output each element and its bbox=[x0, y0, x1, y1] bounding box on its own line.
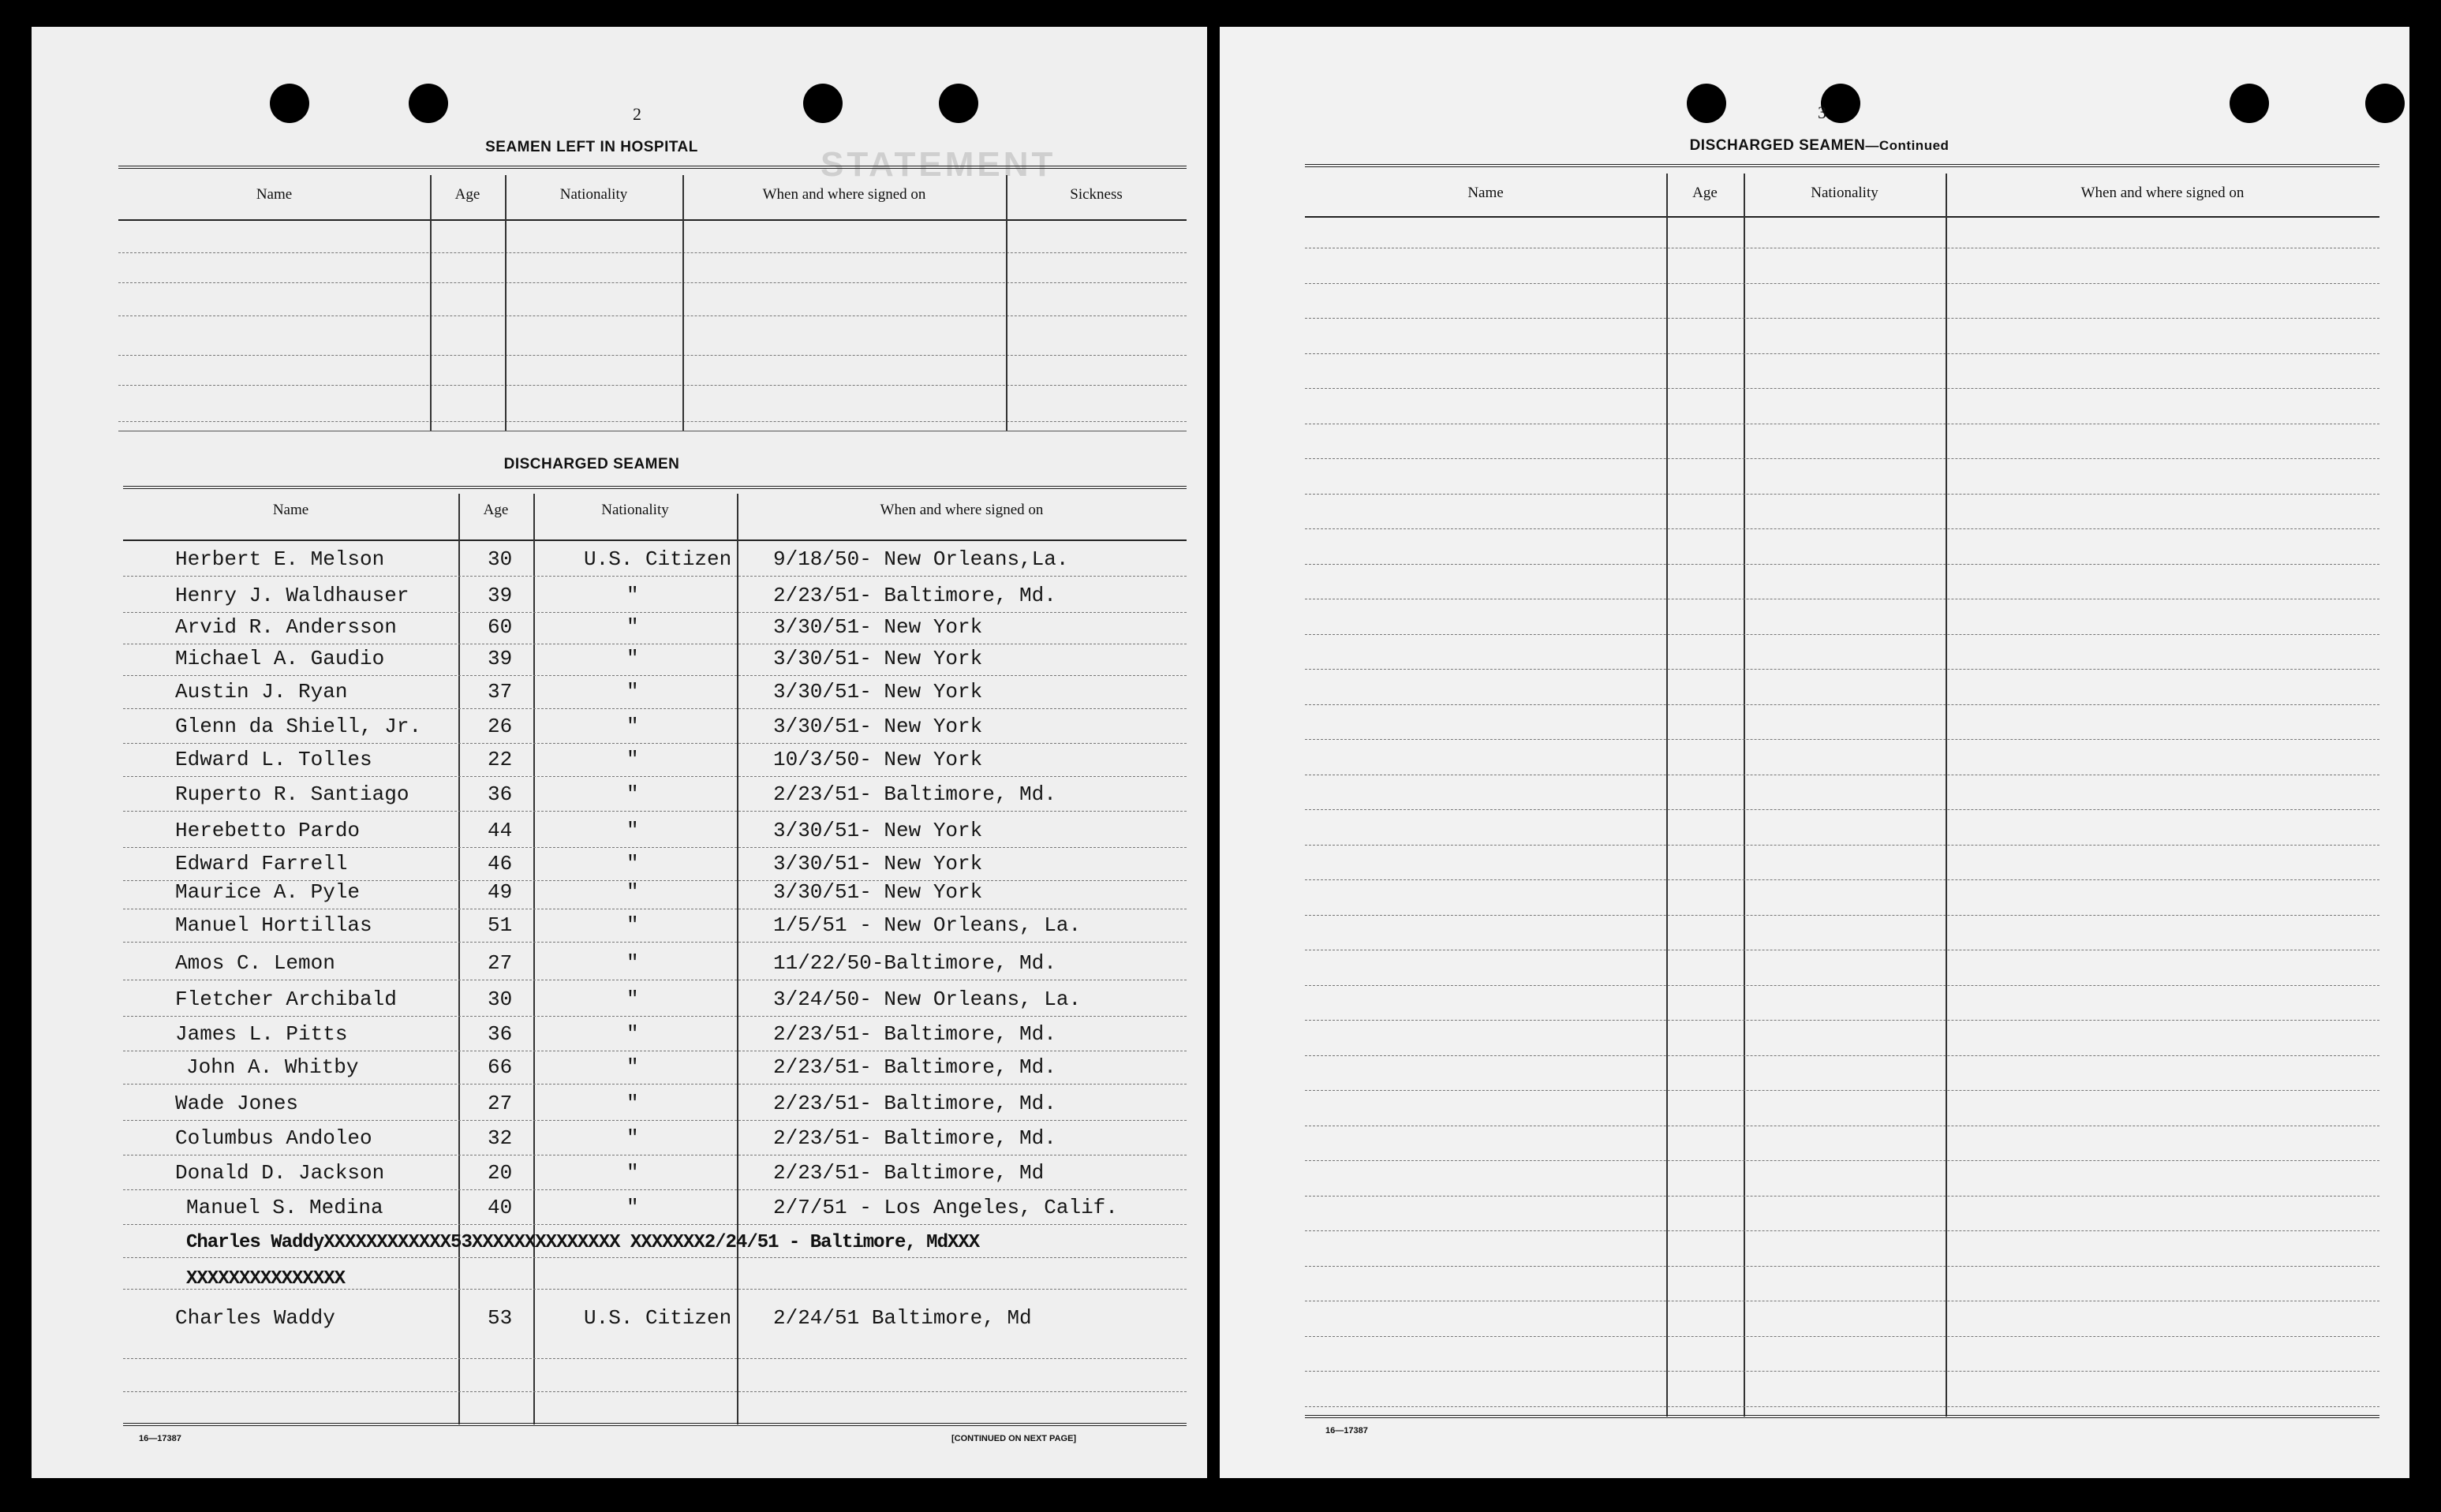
row-rule bbox=[1305, 1336, 2379, 1337]
discharged-section-title: DISCHARGED SEAMEN bbox=[503, 456, 680, 472]
row-rule bbox=[1305, 739, 2379, 740]
seaman-nationality: " bbox=[626, 584, 639, 607]
seaman-signed-on: 2/23/51- Baltimore, Md. bbox=[773, 1055, 1056, 1079]
table-row bbox=[32, 1022, 1207, 1049]
bleed-through-text: STATEMENT bbox=[821, 145, 1056, 184]
seaman-age: 36 bbox=[488, 1022, 513, 1046]
row-rule bbox=[1305, 915, 2379, 916]
seaman-signed-on: 2/23/51- Baltimore, Md. bbox=[773, 584, 1056, 607]
continued-note: [CONTINUED ON NEXT PAGE] bbox=[951, 1434, 1077, 1443]
row-rule bbox=[1305, 388, 2379, 389]
row-rule bbox=[123, 1224, 1187, 1225]
form-number: 16—17387 bbox=[1325, 1426, 1368, 1435]
table-row bbox=[32, 782, 1207, 809]
col-header-name: Name bbox=[1467, 185, 1504, 201]
row-rule bbox=[123, 576, 1187, 577]
seaman-nationality: " bbox=[626, 1022, 639, 1046]
seaman-nationality: " bbox=[626, 1196, 639, 1219]
col-header-nationality: Nationality bbox=[559, 186, 628, 203]
seaman-nationality: " bbox=[626, 819, 639, 842]
seaman-name: Maurice A. Pyle bbox=[175, 880, 361, 904]
seaman-age: 49 bbox=[488, 880, 513, 904]
struck-entry: Charles WaddyXXXXXXXXXXXX53XXXXXXXXXXXXXX XXXXXXX2/24/51 - Baltimore, MdXXX bbox=[186, 1232, 980, 1253]
seaman-nationality: " bbox=[626, 748, 639, 771]
seaman-signed-on: 2/7/51 - Los Angeles, Calif. bbox=[773, 1196, 1118, 1219]
seaman-signed-on: 11/22/50-Baltimore, Md. bbox=[773, 951, 1056, 975]
seaman-name: Glenn da Shiell, Jr. bbox=[175, 715, 422, 738]
row-rule bbox=[1305, 1055, 2379, 1056]
table-row bbox=[32, 1126, 1207, 1153]
seaman-age: 36 bbox=[488, 782, 513, 806]
table-row bbox=[32, 880, 1207, 907]
row-rule bbox=[1305, 879, 2379, 880]
seaman-signed-on: 1/5/51 - New Orleans, La. bbox=[773, 913, 1082, 937]
seaman-name: Fletcher Archibald bbox=[175, 987, 397, 1011]
seaman-age: 32 bbox=[488, 1126, 513, 1150]
seaman-name: John A. Whitby bbox=[186, 1055, 359, 1079]
col-header-sickness: Sickness bbox=[1070, 186, 1123, 203]
table-row bbox=[32, 647, 1207, 674]
row-rule bbox=[1305, 1371, 2379, 1372]
row-rule bbox=[1305, 353, 2379, 354]
seaman-signed-on: 2/23/51- Baltimore, Md. bbox=[773, 1092, 1056, 1115]
table-row bbox=[32, 547, 1207, 574]
seaman-age: 30 bbox=[488, 547, 513, 571]
seaman-nationality: " bbox=[626, 715, 639, 738]
right-page bbox=[1220, 27, 2409, 1478]
seaman-signed-on: 3/30/51- New York bbox=[773, 615, 983, 639]
row-rule bbox=[1305, 1090, 2379, 1091]
seaman-nationality: U.S. Citizen bbox=[584, 547, 732, 571]
seaman-nationality: " bbox=[626, 880, 639, 904]
row-rule bbox=[1305, 1160, 2379, 1161]
seaman-name: Arvid R. Andersson bbox=[175, 615, 397, 639]
left-page bbox=[32, 27, 1207, 1478]
punch-hole bbox=[939, 84, 978, 123]
seaman-signed-on: 3/30/51- New York bbox=[773, 852, 983, 875]
row-rule bbox=[1305, 1230, 2379, 1231]
seaman-age: 53 bbox=[488, 1306, 513, 1330]
seaman-nationality: " bbox=[626, 680, 639, 704]
punch-hole bbox=[1821, 84, 1860, 123]
row-rule bbox=[1305, 1020, 2379, 1021]
row-rule bbox=[1305, 564, 2379, 565]
seaman-nationality: " bbox=[626, 951, 639, 975]
col-header-signed-on: When and where signed on bbox=[880, 502, 1044, 518]
col-header-age: Age bbox=[454, 186, 480, 203]
seaman-age: 39 bbox=[488, 584, 513, 607]
seaman-name: Amos C. Lemon bbox=[175, 951, 335, 975]
punch-hole bbox=[270, 84, 309, 123]
seaman-name: Manuel S. Medina bbox=[186, 1196, 383, 1219]
seaman-name: Donald D. Jackson bbox=[175, 1161, 385, 1185]
row-rule bbox=[123, 1120, 1187, 1121]
table-row bbox=[32, 1092, 1207, 1118]
row-rule bbox=[1305, 985, 2379, 986]
row-rule bbox=[123, 743, 1187, 744]
col-header-nationality: Nationality bbox=[1811, 185, 1878, 201]
seaman-age: 39 bbox=[488, 647, 513, 670]
seaman-age: 51 bbox=[488, 913, 513, 937]
seaman-nationality: " bbox=[626, 913, 639, 937]
punch-hole bbox=[2230, 84, 2269, 123]
seaman-nationality: " bbox=[626, 852, 639, 875]
seaman-signed-on: 2/23/51- Baltimore, Md. bbox=[773, 1126, 1056, 1150]
section-title: DISCHARGED SEAMEN bbox=[1689, 137, 1866, 154]
col-header-signed-on: When and where signed on bbox=[2080, 185, 2245, 201]
discharged-continued-title bbox=[1527, 137, 2111, 155]
col-header-name: Name bbox=[272, 502, 309, 518]
table-row bbox=[32, 584, 1207, 610]
seaman-name: Herebetto Pardo bbox=[175, 819, 361, 842]
row-rule bbox=[123, 1189, 1187, 1190]
seaman-name: Henry J. Waldhauser bbox=[175, 584, 409, 607]
seaman-nationality: " bbox=[626, 647, 639, 670]
section-title-suffix: —Continued bbox=[1865, 138, 1949, 153]
row-rule bbox=[123, 776, 1187, 777]
row-rule bbox=[1305, 1266, 2379, 1267]
seaman-age: 40 bbox=[488, 1196, 513, 1219]
row-rule bbox=[123, 1016, 1187, 1017]
page-number: 3 bbox=[1818, 103, 1826, 122]
seaman-signed-on: 10/3/50- New York bbox=[773, 748, 983, 771]
seaman-signed-on: 3/24/50- New Orleans, La. bbox=[773, 987, 1082, 1011]
table-row bbox=[32, 913, 1207, 940]
row-rule bbox=[1305, 458, 2379, 459]
seaman-name: Columbus Andoleo bbox=[175, 1126, 372, 1150]
table-row bbox=[32, 852, 1207, 879]
seaman-signed-on: 3/30/51- New York bbox=[773, 647, 983, 670]
row-rule bbox=[1305, 283, 2379, 284]
punch-hole bbox=[1687, 84, 1726, 123]
row-rule bbox=[123, 811, 1187, 812]
seaman-age: 46 bbox=[488, 852, 513, 875]
row-rule bbox=[123, 942, 1187, 943]
row-rule bbox=[123, 675, 1187, 676]
row-rule bbox=[1305, 528, 2379, 529]
seaman-name: Edward Farrell bbox=[175, 852, 348, 875]
row-rule bbox=[1305, 845, 2379, 846]
seaman-name: Herbert E. Melson bbox=[175, 547, 385, 571]
row-rule bbox=[123, 612, 1187, 613]
seaman-nationality: " bbox=[626, 1161, 639, 1185]
row-rule bbox=[1305, 669, 2379, 670]
row-rule bbox=[1305, 704, 2379, 705]
table-row bbox=[32, 987, 1207, 1014]
seaman-nationality: " bbox=[626, 1055, 639, 1079]
row-rule bbox=[1305, 634, 2379, 635]
table-row bbox=[32, 1196, 1207, 1223]
seaman-signed-on: 2/23/51- Baltimore, Md. bbox=[773, 1022, 1056, 1046]
seaman-age: 44 bbox=[488, 819, 513, 842]
seaman-signed-on: 2/23/51- Baltimore, Md. bbox=[773, 782, 1056, 806]
row-rule bbox=[1305, 494, 2379, 495]
seaman-name: James L. Pitts bbox=[175, 1022, 348, 1046]
seaman-name: Manuel Hortillas bbox=[175, 913, 372, 937]
seaman-nationality: " bbox=[626, 1092, 639, 1115]
seaman-age: 66 bbox=[488, 1055, 513, 1079]
seaman-nationality: " bbox=[626, 1126, 639, 1150]
seaman-name: Charles Waddy bbox=[175, 1306, 335, 1330]
table-row bbox=[32, 951, 1207, 978]
seaman-signed-on: 2/23/51- Baltimore, Md bbox=[773, 1161, 1045, 1185]
seaman-age: 26 bbox=[488, 715, 513, 738]
form-number: 16—17387 bbox=[139, 1434, 181, 1443]
seaman-name: Edward L. Tolles bbox=[175, 748, 372, 771]
col-header-age: Age bbox=[483, 502, 509, 518]
table-row bbox=[32, 715, 1207, 741]
table-row bbox=[32, 1306, 1207, 1333]
seaman-age: 37 bbox=[488, 680, 513, 704]
table-row bbox=[32, 1161, 1207, 1188]
table-row bbox=[32, 819, 1207, 846]
row-rule bbox=[1305, 1196, 2379, 1197]
row-rule bbox=[123, 847, 1187, 848]
seaman-signed-on: 3/30/51- New York bbox=[773, 715, 983, 738]
seaman-name: Ruperto R. Santiago bbox=[175, 782, 409, 806]
punch-hole bbox=[2365, 84, 2405, 123]
seaman-name: Michael A. Gaudio bbox=[175, 647, 385, 670]
seaman-nationality: U.S. Citizen bbox=[584, 1306, 732, 1330]
punch-hole bbox=[803, 84, 843, 123]
row-rule bbox=[123, 708, 1187, 709]
col-header-age: Age bbox=[1692, 185, 1718, 201]
seaman-signed-on: 3/30/51- New York bbox=[773, 880, 983, 904]
punch-hole bbox=[409, 84, 448, 123]
seaman-nationality: " bbox=[626, 782, 639, 806]
seaman-signed-on: 2/24/51 Baltimore, Md bbox=[773, 1306, 1032, 1330]
row-rule bbox=[1305, 809, 2379, 810]
seaman-age: 22 bbox=[488, 748, 513, 771]
seaman-signed-on: 3/30/51- New York bbox=[773, 680, 983, 704]
col-header-signed-on: When and where signed on bbox=[762, 186, 926, 203]
col-header-name: Name bbox=[256, 186, 293, 203]
table-row bbox=[32, 615, 1207, 642]
hospital-section-title: SEAMEN LEFT IN HOSPITAL bbox=[485, 139, 698, 155]
seaman-signed-on: 3/30/51- New York bbox=[773, 819, 983, 842]
seaman-nationality: " bbox=[626, 987, 639, 1011]
seaman-age: 27 bbox=[488, 951, 513, 975]
row-rule bbox=[1305, 1406, 2379, 1407]
seaman-signed-on: 9/18/50- New Orleans,La. bbox=[773, 547, 1069, 571]
seaman-age: 27 bbox=[488, 1092, 513, 1115]
seaman-nationality: " bbox=[626, 615, 639, 639]
row-rule bbox=[123, 1084, 1187, 1085]
struck-entry: XXXXXXXXXXXXXXX bbox=[186, 1268, 346, 1290]
row-rule bbox=[1305, 318, 2379, 319]
seaman-name: Austin J. Ryan bbox=[175, 680, 348, 704]
seaman-name: Wade Jones bbox=[175, 1092, 299, 1115]
seaman-age: 60 bbox=[488, 615, 513, 639]
seaman-age: 20 bbox=[488, 1161, 513, 1185]
seaman-age: 30 bbox=[488, 987, 513, 1011]
table-row bbox=[32, 1055, 1207, 1082]
table-row bbox=[32, 748, 1207, 775]
col-header-nationality: Nationality bbox=[601, 502, 669, 518]
table-row bbox=[32, 680, 1207, 707]
page-number: 2 bbox=[633, 104, 641, 124]
